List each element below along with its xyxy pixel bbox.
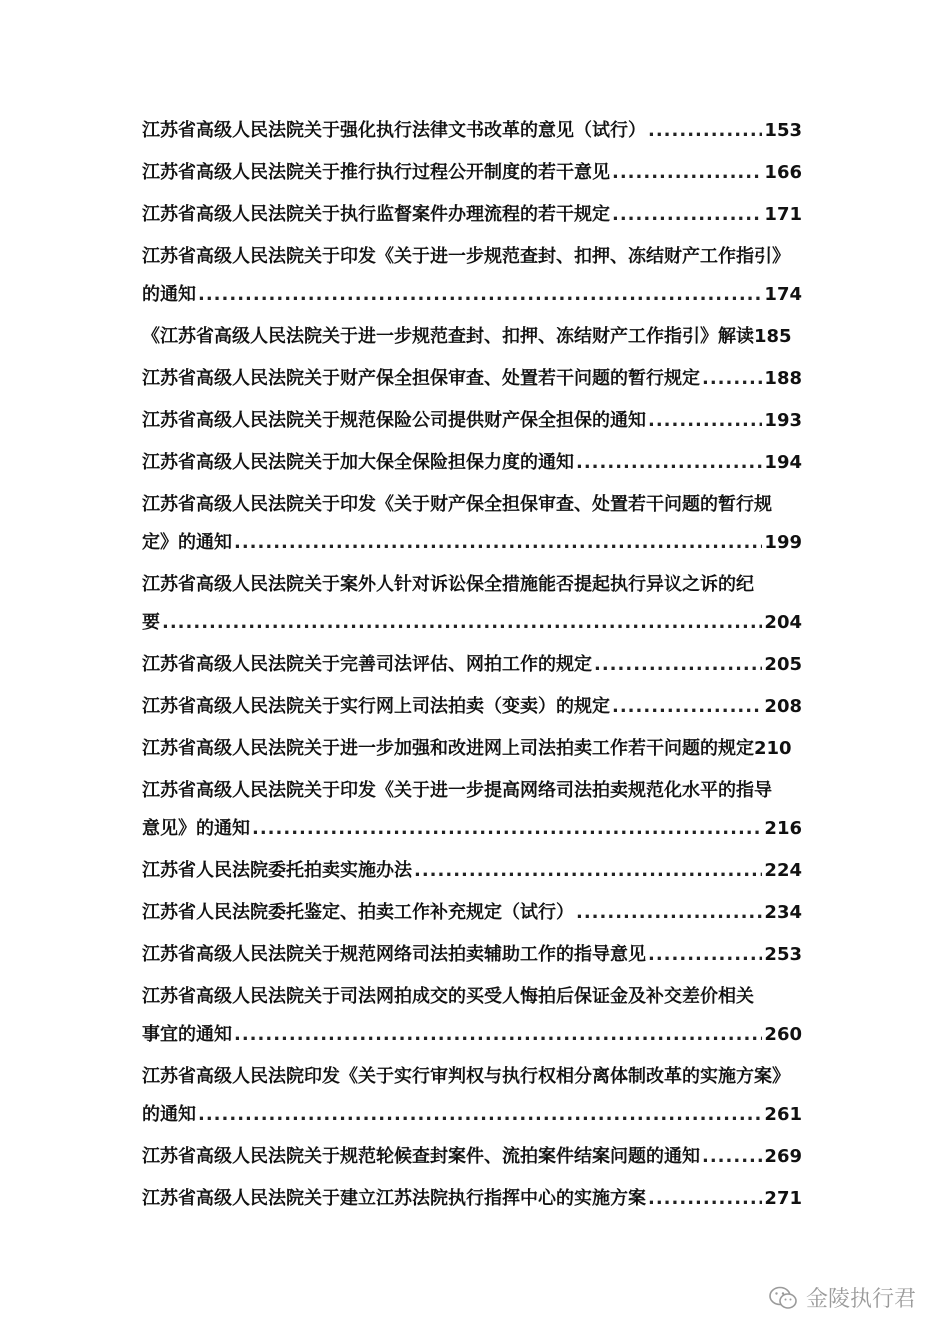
dot-leader (612, 688, 762, 726)
watermark (768, 1282, 916, 1313)
toc-entry[interactable] (142, 196, 802, 234)
toc-entry-row (142, 604, 802, 642)
toc-entry-page-number: 216 (764, 818, 802, 839)
toc-entry-title: 江苏省高级人民法院关于加大保全保险担保力度的通知 (142, 452, 574, 473)
toc-entry[interactable] (142, 894, 802, 932)
toc-entry-page-number: 205 (764, 654, 802, 675)
toc-entry-row (142, 810, 802, 848)
toc-entry-title: 江苏省高级人民法院关于完善司法评估、网拍工作的规定 (142, 654, 592, 675)
dot-leader (198, 1096, 762, 1134)
toc-entry-title: 江苏省高级人民法院关于建立江苏法院执行指挥中心的实施方案 (142, 1188, 646, 1209)
toc-entry[interactable] (142, 852, 802, 890)
wechat-icon (768, 1285, 798, 1311)
toc-entry-title: 江苏省高级人民法院关于规范保险公司提供财产保全担保的通知 (142, 410, 646, 431)
toc-entry[interactable] (142, 1180, 802, 1218)
dot-leader (648, 112, 762, 150)
dot-leader (594, 646, 762, 684)
toc-entry-row (142, 1180, 802, 1218)
toc-entry-page-number: 208 (764, 696, 802, 717)
toc-entry-row (142, 894, 802, 932)
toc-entry-page-number: 174 (764, 284, 802, 305)
toc-entry-title: 的通知 (142, 284, 196, 305)
table-of-contents (142, 112, 802, 1222)
toc-entry-title-line1: 江苏省高级人民法院关于印发《关于进一步提高网络司法拍卖规范化水平的指导 (142, 780, 772, 801)
dot-leader (234, 524, 762, 562)
toc-entry-page-number: 188 (764, 368, 802, 389)
toc-entry-title: 意见》的通知 (142, 818, 250, 839)
toc-entry-row (142, 524, 802, 562)
dot-leader (702, 360, 762, 398)
toc-entry[interactable] (142, 238, 802, 314)
dot-leader (198, 276, 762, 314)
toc-entry-row (142, 154, 802, 192)
toc-entry-row (142, 1096, 802, 1134)
toc-entry-page-number: 210 (754, 738, 792, 759)
toc-entry-page-number: 269 (764, 1146, 802, 1167)
toc-entry-row (142, 1138, 802, 1176)
toc-entry-title: 江苏省高级人民法院关于实行网上司法拍卖（变卖）的规定 (142, 696, 610, 717)
toc-entry-title: 江苏省高级人民法院关于规范轮候查封案件、流拍案件结案问题的通知 (142, 1146, 700, 1167)
toc-entry[interactable] (142, 154, 802, 192)
toc-entry[interactable] (142, 1058, 802, 1134)
toc-entry[interactable] (142, 402, 802, 440)
dot-leader (162, 604, 762, 642)
toc-entry[interactable] (142, 978, 802, 1054)
toc-entry[interactable] (142, 730, 802, 768)
dot-leader (576, 444, 762, 482)
toc-entry-title: 的通知 (142, 1104, 196, 1125)
toc-entry[interactable] (142, 1138, 802, 1176)
toc-entry-title: 江苏省高级人民法院关于执行监督案件办理流程的若干规定 (142, 204, 610, 225)
toc-entry-row (142, 1016, 802, 1054)
dot-leader (234, 1016, 762, 1054)
dot-leader (252, 810, 762, 848)
toc-entry-page-number: 166 (764, 162, 802, 183)
toc-entry-title: 事宜的通知 (142, 1024, 232, 1045)
watermark-text: 金陵执行君 (805, 1287, 916, 1312)
toc-entry-row (142, 276, 802, 314)
dot-leader (414, 852, 762, 890)
toc-entry-page-number: 253 (764, 944, 802, 965)
toc-entry-page-number: 260 (764, 1024, 802, 1045)
toc-entry[interactable] (142, 566, 802, 642)
toc-entry-title-line1: 江苏省高级人民法院关于印发《关于财产保全担保审查、处置若干问题的暂行规 (142, 494, 772, 515)
toc-entry-page-number: 153 (764, 120, 802, 141)
toc-entry-row (142, 852, 802, 890)
toc-entry-page-number: 234 (764, 902, 802, 923)
dot-leader (702, 1138, 762, 1176)
toc-entry-row (142, 688, 802, 726)
toc-entry-page-number: 261 (764, 1104, 802, 1125)
toc-entry[interactable] (142, 486, 802, 562)
dot-leader (612, 154, 762, 192)
toc-entry-title-line1: 江苏省高级人民法院关于印发《关于进一步规范查封、扣押、冻结财产工作指引》 (142, 246, 790, 267)
toc-entry-row (142, 196, 802, 234)
toc-entry-title: 江苏省高级人民法院关于推行执行过程公开制度的若干意见 (142, 162, 610, 183)
toc-entry-title: 江苏省高级人民法院关于财产保全担保审查、处置若干问题的暂行规定 (142, 368, 700, 389)
toc-entry[interactable] (142, 360, 802, 398)
toc-entry-page-number: 194 (764, 452, 802, 473)
toc-entry-page-number: 171 (764, 204, 802, 225)
toc-entry-title: 江苏省高级人民法院关于进一步加强和改进网上司法拍卖工作若干问题的规定 (142, 738, 754, 759)
toc-entry-row (142, 730, 802, 768)
toc-entry-row (142, 112, 802, 150)
toc-entry-page-number: 271 (764, 1188, 802, 1209)
toc-entry-title: 《江苏省高级人民法院关于进一步规范查封、扣押、冻结财产工作指引》解读 (142, 326, 754, 347)
toc-entry-title: 江苏省高级人民法院关于规范网络司法拍卖辅助工作的指导意见 (142, 944, 646, 965)
toc-entry-page-number: 185 (754, 326, 792, 347)
toc-entry[interactable] (142, 112, 802, 150)
dot-leader (648, 1180, 762, 1218)
toc-entry-title: 江苏省人民法院委托鉴定、拍卖工作补充规定（试行） (142, 902, 574, 923)
toc-entry-title: 要 (142, 612, 160, 633)
toc-entry-title: 定》的通知 (142, 532, 232, 553)
toc-entry-page-number: 224 (764, 860, 802, 881)
entry-spacer (142, 1218, 802, 1222)
toc-entry[interactable] (142, 772, 802, 848)
toc-entry-row (142, 318, 802, 356)
toc-entry-title-line1: 江苏省高级人民法院印发《关于实行审判权与执行权相分离体制改革的实施方案》 (142, 1066, 790, 1087)
toc-entry[interactable] (142, 444, 802, 482)
dot-leader (576, 894, 762, 932)
toc-entry-title-line1: 江苏省高级人民法院关于司法网拍成交的买受人悔拍后保证金及补交差价相关 (142, 986, 754, 1007)
dot-leader (648, 402, 762, 440)
toc-entry-title-line1: 江苏省高级人民法院关于案外人针对诉讼保全措施能否提起执行异议之诉的纪 (142, 574, 754, 595)
toc-entry-page-number: 199 (764, 532, 802, 553)
toc-entry-row (142, 936, 802, 974)
toc-entry[interactable] (142, 318, 802, 356)
toc-entry-row (142, 444, 802, 482)
toc-entry-row (142, 402, 802, 440)
toc-entry-page-number: 204 (764, 612, 802, 633)
toc-entry[interactable] (142, 936, 802, 974)
toc-entry-title: 江苏省人民法院委托拍卖实施办法 (142, 860, 412, 881)
toc-entry[interactable] (142, 688, 802, 726)
toc-entry-row (142, 360, 802, 398)
dot-leader (648, 936, 762, 974)
toc-entry-title: 江苏省高级人民法院关于强化执行法律文书改革的意见（试行） (142, 120, 646, 141)
toc-entry-row (142, 646, 802, 684)
toc-entry[interactable] (142, 646, 802, 684)
toc-entry-page-number: 193 (764, 410, 802, 431)
dot-leader (612, 196, 762, 234)
